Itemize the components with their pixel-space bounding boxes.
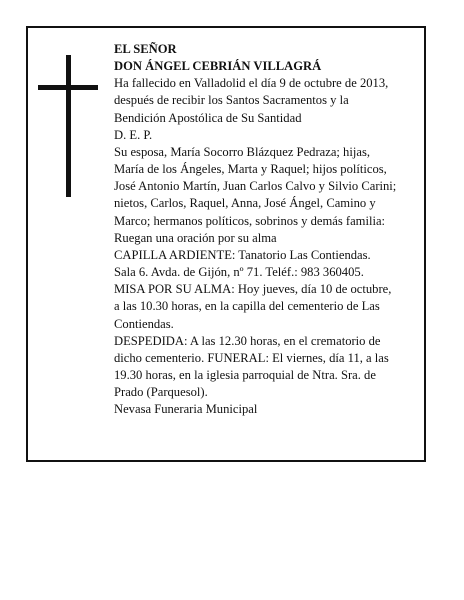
notice-line: DESPEDIDA: A las 12.30 horas, en el crematorio de [114,333,381,348]
notice-line: Ha fallecido en Valladolid el día 9 de octubre de 2013, [114,76,389,91]
notice-line: MISA POR SU ALMA: Hoy jueves, día 10 de octubre, [114,282,392,297]
notice-title-line-2: DON ÁNGEL CEBRIÁN VILLAGRÁ [114,59,322,74]
notice-title-line-1: EL SEÑOR [114,42,177,56]
notice-line: después de recibir los Santos Sacramentos y la [114,93,349,108]
notice-text [114,41,420,418]
notice-line: Su esposa, María Socorro Blázquez Pedraza; hijas, [114,144,370,159]
notice-line: Contiendas. [114,316,174,331]
notice-line: Sala 6. Avda. de Gijón, nº 71. Teléf.: 983 360405. [114,265,364,280]
notice-line: dicho cementerio. FUNERAL: El viernes, día 11, a las [114,350,389,365]
notice-line: María de los Ángeles, Marta y Raquel; hijos políticos, [114,162,387,177]
notice-line: a las 10.30 horas, en la capilla del cementerio de Las [114,299,380,314]
notice-line: Ruegan una oración por su alma [114,230,277,245]
funeral-home-name: Nevasa Funeraria Municipal [114,402,258,417]
notice-line: nietos, Carlos, Raquel, Anna, José Ángel, Camino y [114,196,376,211]
notice-line: D. E. P. [114,127,153,142]
obituary-notice [26,26,426,462]
notice-line: José Antonio Martín, Juan Carlos Calvo y Silvio Carini; [114,179,397,194]
notice-line: 19.30 horas, en la iglesia parroquial de Ntra. Sra. de [114,367,376,382]
cross-horizontal-bar [38,85,98,90]
notice-line: Bendición Apostólica de Su Santidad [114,110,302,125]
notice-line: Prado (Parquesol). [114,385,208,400]
cross-icon [38,55,98,197]
notice-line: CAPILLA ARDIENTE: Tanatorio Las Contiendas. [114,247,371,262]
notice-line: Marco; hermanos políticos, sobrinos y demás familia: [114,213,386,228]
cross-vertical-bar [66,55,71,197]
